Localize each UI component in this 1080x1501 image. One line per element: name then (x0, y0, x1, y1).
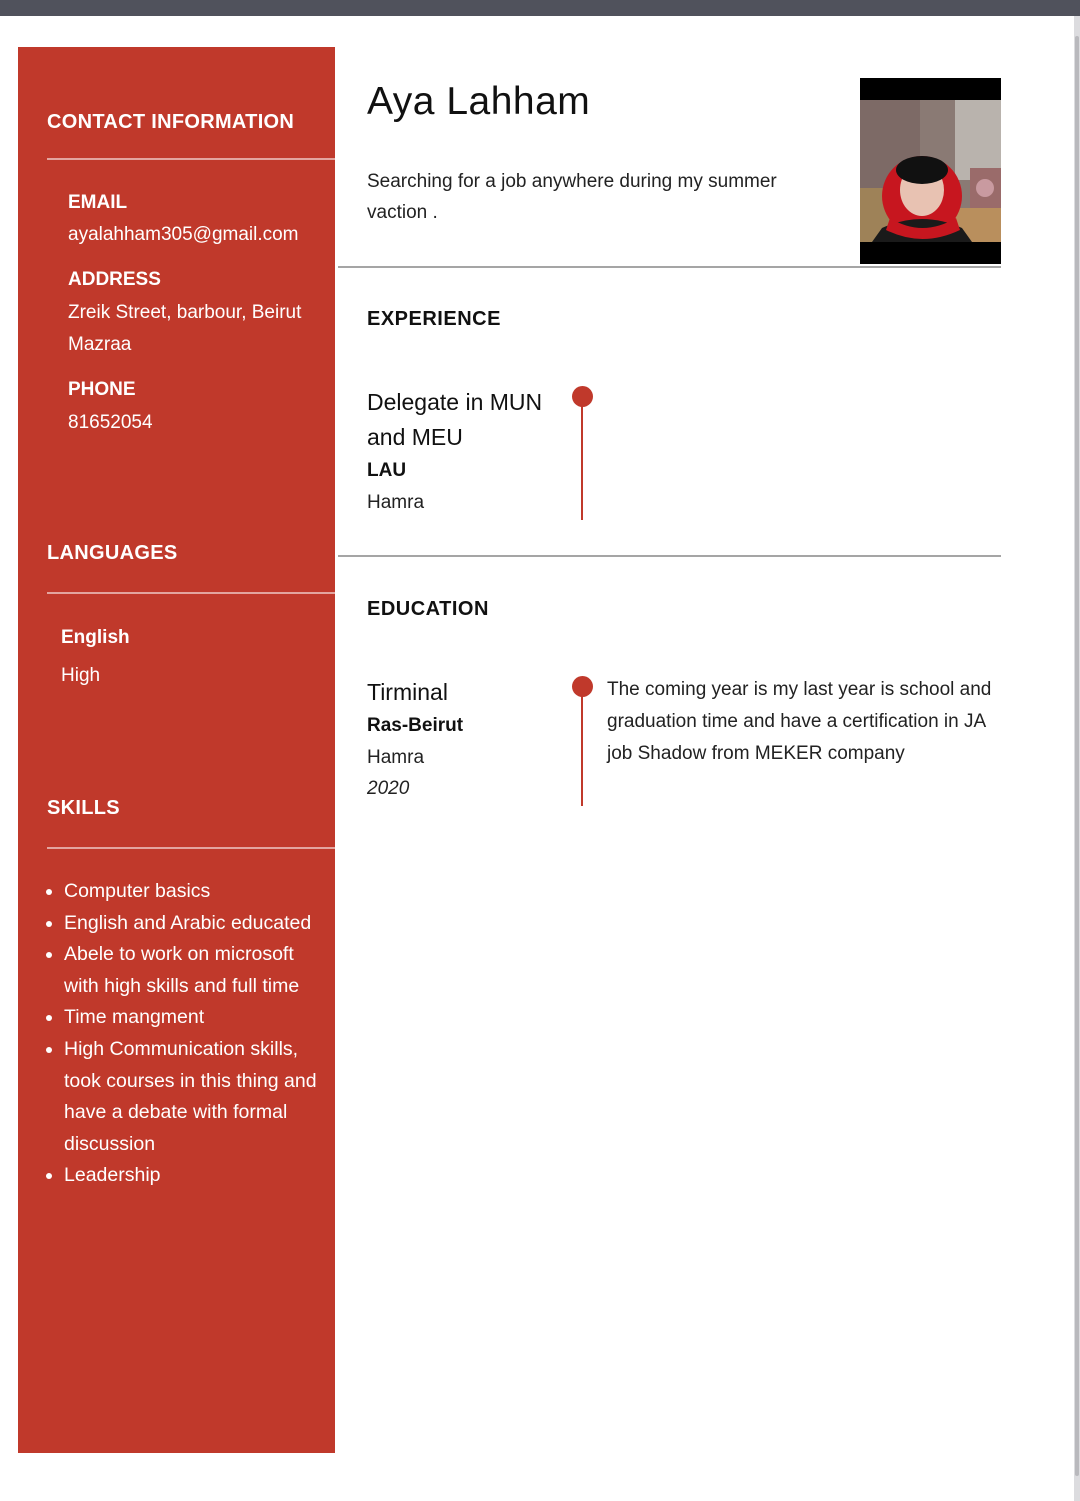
education-heading: EDUCATION (367, 598, 489, 620)
viewer-top-bar (0, 0, 1080, 16)
education-title: Tirminal (367, 679, 448, 705)
experience-title: Delegate in MUN and MEU (367, 389, 543, 450)
education-year: 2020 (367, 778, 410, 799)
language-name: English (61, 627, 130, 648)
person-name: Aya Lahham (367, 80, 591, 123)
profile-photo-image (860, 78, 1001, 264)
summary-text: Searching for a job anywhere during my summer vaction . (367, 171, 777, 223)
experience-timeline-line (581, 398, 583, 520)
profile-photo (860, 78, 1001, 264)
languages-heading: LANGUAGES (47, 542, 178, 564)
email-label: EMAIL (68, 192, 128, 213)
skill-item: • Abele to work on microsoft with high skills and full time (64, 939, 324, 1002)
sidebar (18, 47, 335, 1453)
experience-organization: LAU (367, 460, 407, 481)
experience-location: Hamra (367, 492, 425, 513)
address-label: ADDRESS (68, 269, 161, 290)
education-organization: Ras-Beirut (367, 715, 464, 736)
skills-heading: SKILLS (47, 797, 120, 819)
skill-item: • High Communication skills, took courses in this thing and have a debate with formal discussion (64, 1034, 324, 1160)
header-divider (338, 266, 1001, 268)
education-location: Hamra (367, 747, 425, 768)
email-value[interactable]: ayalahham305@gmail.com (68, 224, 299, 245)
phone-label: PHONE (68, 379, 136, 400)
skills-divider (47, 847, 335, 849)
contact-divider (47, 158, 335, 160)
languages-divider (47, 592, 335, 594)
skill-item: • Leadership (64, 1160, 324, 1192)
skills-list (46, 876, 324, 1192)
address-value: Zreik Street, barbour, Beirut Mazraa (68, 302, 302, 355)
scrollbar-thumb[interactable] (1075, 36, 1079, 1476)
skill-item: • Computer basics (64, 876, 324, 908)
education-timeline-line (581, 688, 583, 806)
experience-heading: EXPERIENCE (367, 308, 501, 330)
skill-item: • English and Arabic educated (64, 908, 324, 940)
experience-divider (338, 555, 1001, 557)
contact-heading: CONTACT INFORMATION (47, 111, 295, 133)
language-level: High (61, 665, 101, 686)
phone-value: 81652054 (68, 412, 153, 433)
education-description: The coming year is my last year is school and graduation time and have a certification in JA job Shadow from MEKER company (607, 679, 992, 764)
skill-item: • Time mangment (64, 1002, 324, 1034)
